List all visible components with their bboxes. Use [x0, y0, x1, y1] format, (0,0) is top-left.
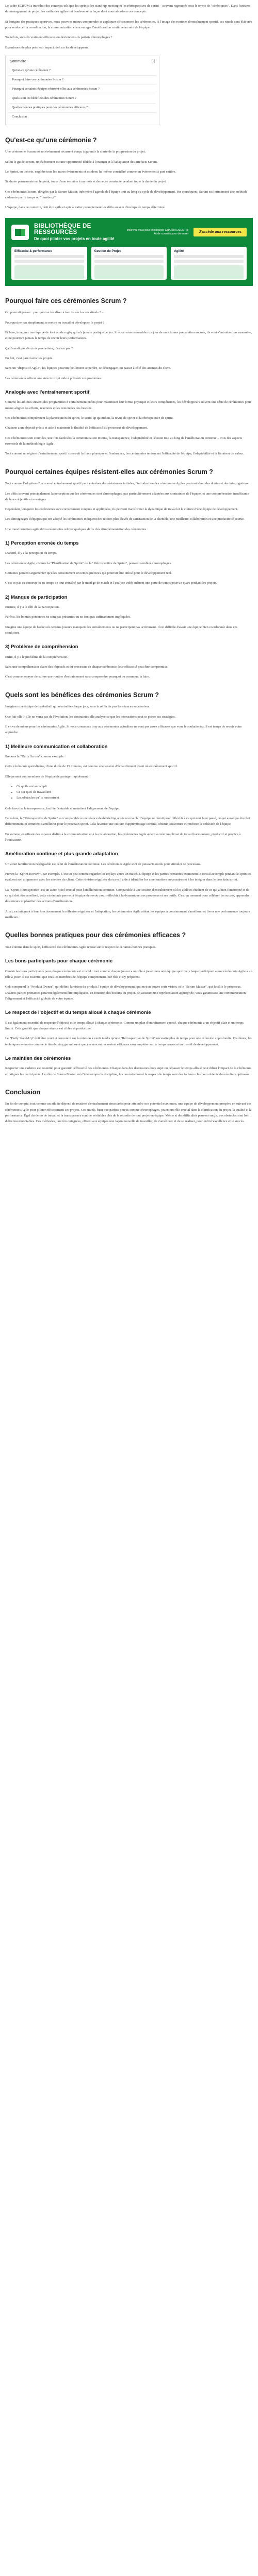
toc-toggle-button[interactable]: [-]	[151, 59, 155, 63]
toc-link-conclusion[interactable]: Conclusion	[12, 114, 27, 118]
article-body	[0, 3, 258, 1125]
resource-card-title: Agilité	[174, 249, 184, 253]
paragraph: Ça n'aurait pas d'en très prometteur, n'est-ce pas ?	[5, 346, 73, 350]
banner-titles	[34, 223, 121, 242]
paragraph: Les témoignages d'équipes qui ont adopté les cérémonies indiquent des retours plus élevés de satisfaction de la clientèle, une meilleure collaboration et une productivité accrue.	[5, 517, 245, 521]
card-thumbnail	[174, 265, 244, 279]
paragraph: En fin de compte, tout comme un athlète dépend de routines d'entraînement structurées pour atteindre son potentiel maximum, une équipe de développement prospère en suivant des cérémonies Agile pour piloter efficacement ses projets. Ces rituels, bien que parfois perçus comme chronophages, jouent un rôle crucial dans la clarification du projet, la qualité et la performance. Égal du démo de travail et la transparence sont de véritables clés de la réussite de tout projet en équipe. Même si des difficultés peuvent surgir, ces obstacles sont loin d'être insurmontables. Ces méthodes, une fois intégrées, offrent aux équipes une façon nouvelle de travailler, de s'améliorer et de se réaliser, pour enfin l'excellence et le succès.	[5, 1102, 252, 1124]
subsection-heading: Analogie avec l'entraînement sportif	[5, 389, 90, 395]
paragraph: Selon le guide Scrum, un événement est une opportunité dédiée à l'examen et à l'adaptation des artefacts Scrum.	[5, 160, 158, 164]
section-heading: Quels sont les bénéfices des cérémonies Scrum ?	[5, 691, 159, 699]
resource-card-title: Gestion de Projet	[94, 249, 121, 253]
paragraph: En fait, c'est pareil avec les projets.	[5, 356, 54, 360]
toc-link-bonnes-pratiques[interactable]: Quelles bonnes pratiques pour des cérémonies efficaces ?	[9, 104, 156, 113]
toc-link-resistance[interactable]: Pourquoi certaines équipes résistent-elles aux cérémonies Scrum ?	[9, 85, 156, 94]
intro-paragraph: Si l'origine des pratiques sportives, nous pouvons mieux comprendre et appliquer efficacement les cérémonies. À l'image des routines d'entraînement sportif, ces rituels sont élaborés pour renforcer la coordination, la communication et encourager l'amélioration continue au sein de l'équipe.	[5, 20, 252, 29]
paragraph: Sans une compréhension claire des objectifs et du processus de chaque cérémonie, leur efficacité peut être compromise.	[5, 665, 168, 669]
paragraph: Tout comme dans le sport, l'efficacité des cérémonies Agile repose sur le respect de certaines bonnes pratiques.	[5, 945, 156, 949]
paragraph: D'abord, il y a la perception du temps.	[5, 551, 57, 555]
card-placeholder-line	[14, 260, 84, 263]
intro-paragraph: Le cadre SCRUM a introduit des concepts tels que les sprints, les stand-up meeting et les rétrospectives de sprint – souvent regroupés sous le terme de "cérémonies". Dans l'univers du management de projet, les méthodes agiles ont bouleversé la façon dont nous abordons ces concepts.	[5, 4, 250, 14]
paragraph: Prenons la "Daily Scrum" comme exemple.	[5, 755, 64, 759]
section-heading: Pourquoi certaines équipes résistent-elles aux cérémonies Scrum ?	[5, 468, 213, 476]
paragraph: Ces cérémonies comprennent la planification du sprint, le stand-up quotidien, la revue de sprint et la rétrospective de sprint.	[5, 416, 174, 420]
card-placeholder-line	[94, 255, 164, 258]
paragraph: De même, la "Rétrospective de Sprint" est comparable à une séance de débriefing après un match. L'équipe se réunit pour réfléchir à ce qui s'est bien passé, ce qui aurait pu être fait différemment et comment s'améliorer pour le prochain sprint. Cela favorise une culture d'apprentissage continu, obtenir l'ouverture et renforce la cohésion de l'équipe.	[5, 816, 250, 826]
banner-top-row	[11, 223, 247, 242]
toc-link-ceremonie[interactable]: Qu'est-ce qu'une cérémonie ?	[9, 66, 156, 76]
resource-card[interactable]	[171, 247, 247, 280]
list-item: • Les obstacles qu'ils rencontrent	[17, 795, 253, 801]
paragraph: Les cérémonies Agile, comme la "Planification de Sprint" ou la "Rétrospective de Sprint", peuvent sembler chronophages.	[5, 561, 172, 565]
paragraph: Enfin, il y a le problème de la compréhension.	[5, 655, 68, 659]
toc-header	[9, 58, 156, 66]
book-icon	[11, 225, 29, 240]
resource-card[interactable]	[91, 247, 167, 280]
banner-cards	[11, 247, 247, 280]
toc-link-benefices[interactable]: Quels sont les bénéfices des cérémonies Scrum ?	[9, 94, 156, 104]
paragraph: Cela comprend le "Product Owner", qui définit la vision du produit, l'équipe de développement, qui met en œuvre cette vision, et le "Scrum Master", qui facilite le processus. D'autres parties prenantes peuvent également être impliquées, en fonction des besoins du projet. En assurant une représentation appropriée, vous garantissez une communication, l'alignement et l'efficacité globale de votre équipe.	[5, 985, 247, 1001]
subsection-heading: 3) Problème de compréhension	[5, 644, 78, 650]
paragraph: Une transformation agile devra néanmoins relever quelques défis clés d'implémentation des cérémonies :	[5, 527, 148, 531]
list-item: • Ce sur quoi ils travaillent	[17, 789, 253, 795]
subsection-heading: Le respect de l'objectif et du temps alloué à chaque cérémonie	[5, 1010, 151, 1016]
paragraph: C'est comme essayer de suivre une routine d'entraînement sans comprendre pourquoi ou comment la faire.	[5, 675, 150, 679]
subsection-heading: Le maintien des cérémonies	[5, 1055, 71, 1061]
paragraph: Une cérémonie Scrum est un événement récurrent conçu à garantir la clarté de la progression du projet.	[5, 150, 146, 154]
table-of-contents	[5, 56, 159, 125]
subsection-heading: Amélioration continue et plus grande adaptation	[5, 851, 118, 857]
section-heading: Qu'est-ce qu'une cérémonie ?	[5, 136, 97, 144]
card-placeholder-line	[174, 260, 244, 263]
banner-kicker: Inscrivez-vous pour télécharger GRATUITEMENT le kit de conseils pour démarrer	[126, 229, 189, 235]
paragraph: Comme les athlètes suivent des programmes d'entraînement précis pour maximiser leur forme physique et leurs compétences, les développeurs suivent une série de cérémonies pour mieux aligner les efforts, réactions et les remontées des besoins.	[5, 400, 251, 410]
paragraph: La "Sprint Retrospective" est un autre rituel crucial pour l'amélioration continue. Comparable à une session d'entraînement où les athlètes étudient de ce qui a bien fonctionné et de ce qui doit être amélioré, cette cérémonie permet à l'équipe de revoir pour réfléchir à la dynamique, ses processus et ses outils. C'est un moment pour célébrer les succès, apprendre des erreurs et planifier des actions d'amélioration.	[5, 888, 250, 904]
paragraph: Ces cérémonies Scrum, dirigées par le Scrum Master, informent l'agenda de l'équipe tout au long du cycle de développement. Par conséquent, Scrum est intimement une méthode cadencée par le temps ou "timeboxé".	[5, 190, 248, 200]
card-placeholder-line	[94, 260, 164, 263]
card-placeholder-line	[14, 255, 84, 258]
toc-title: Sommaire	[10, 59, 26, 63]
section-heading: Conclusion	[5, 1088, 41, 1096]
paragraph: Chacune a un objectif précis et aide à maintenir la fluidité de l'efficacité du processus de développement.	[5, 426, 148, 430]
paragraph: L'équipe, dans ce contexte, doit être agile et apte à traiter promptement les défis au sein d'un laps de temps déterminé.	[5, 206, 166, 210]
toc-link-pourquoi[interactable]: Pourquoi faire ces cérémonies Scrum ?	[9, 76, 156, 85]
bullet-list	[5, 784, 253, 801]
paragraph: Sans un "dispositif Agile", les équipes peuvent facilement se perdre, se désengager, ou passer à côté des attentes du client.	[5, 366, 171, 370]
toc-list	[9, 66, 156, 122]
paragraph: Cela favorise la transparence, facilite l'entraide et maintient l'alignement de l'équipe.	[5, 806, 120, 810]
article-page	[0, 3, 258, 1139]
paragraph: Et bien, imaginez une équipe de foot ou de rugby qui n'a jamais pratiqué ce jeu. Si vous vous rassemblez un jour de match sans préparation aucune, ils vont s'entraîner pas ensemble, et ne pourront jamais le temps de revoir leurs performances.	[5, 330, 252, 341]
paragraph: Certaines peuvent argumenter qu'elles consomment un temps précieux qui pourrait être utilisé pour le développement réel.	[5, 571, 172, 575]
paragraph: Elle permet aux membres de l'équipe de partager rapidement :	[5, 774, 90, 778]
card-placeholder-line	[174, 255, 244, 258]
paragraph: Cette cérémonie quotidienne, d'une durée de 15 minutes, est comme une session d'échauffement avant un entraînement sportif.	[5, 765, 178, 769]
subsection-heading: Les bons participants pour chaque cérémonie	[5, 958, 112, 964]
paragraph: Prenez la "Sprint Review", par exemple. C'est un peu comme regarder les replays après un match. L'équipe et les parties prenantes examinent le travail accompli pendant le sprint et évaluent son alignement avec les attentes du client. Cette révision régulière du travail aide à identifier les améliorations nécessaires et à les intégrer dans le prochain sprint.	[5, 872, 251, 882]
banner-cta-button[interactable]: J'accède aux ressources	[194, 228, 247, 236]
paragraph: Il en va de même pour les cérémonies Agile. Si vous consacrez trop aux cérémonies actualiser ne sont pas assez efficaces que vous le souhaiteriez, il est temps de revoir votre approche.	[5, 725, 242, 735]
paragraph: Imagine une équipe de basket où certains joueurs manquent les entraînements ou ne participent pas activement. Il est difficile d'avoir une équipe bien coordonnée dans ces conditions.	[5, 625, 238, 635]
paragraph: Le Sprint, en théorie, englobe tous les autres événements et est donc lui-même considéré comme un événement à part entière.	[5, 170, 176, 174]
resource-card-title: Efficacité & performance	[14, 249, 52, 253]
subsection-heading: 1) Perception erronée du temps	[5, 540, 79, 547]
paragraph: Ensuite, il y a le défi de la participation.	[5, 605, 60, 609]
paragraph: Parfois, les bonnes personnes ne sont pas présentes ou ne sont pas suffisamment impliquées.	[5, 615, 131, 619]
section-heading: Quelles bonnes pratiques pour des cérémonies efficaces ?	[5, 931, 186, 939]
paragraph: Un atout familier non négligeable est celui de l'amélioration continue. Les cérémonies Agile sont de puissants outils pour stimuler ce processus.	[5, 862, 201, 866]
subsection-heading: 1) Meilleure communication et collaboration	[5, 743, 108, 750]
paragraph: Pourquoi ne pas simplement se mettre au travail et développer le projet ?	[5, 320, 105, 325]
paragraph: Les cérémonies offrent une structure qui aide à prévenir ces problèmes.	[5, 376, 103, 380]
paragraph: Tout comme un régime d'entraînement sportif construit la force physique et l'endurance, les cérémonies renforcent l'efficacité de l'équipe, l'adaptabilité et la livraison de valeur.	[5, 452, 244, 456]
paragraph: C'est ce pas au contexte et au temps de tout entraîné par le manège de match et l'analyse vidéo mènent une perte de temps pour un quart pendant les projets.	[5, 581, 217, 585]
paragraph: On pourrait penser : pourquoi se focaliser à tout va sur les ces rituels ? –	[5, 311, 104, 315]
card-thumbnail	[94, 265, 164, 279]
subsection-heading: 2) Manque de participation	[5, 594, 68, 600]
paragraph: Le "Daily Stand-Up" doit être court et concentré sur la mission à venir tandis qu'une "Rétrospective de Sprint" nécessite plus de temps pour une réflexion approfondie. D'ailleurs, les techniques avancées comme le timeboxing garantissent que ces rencontres restent efficaces sans empiéter sur le temps consacré au travail de développement.	[5, 1037, 252, 1046]
list-item: • Ce qu'ils ont accompli	[17, 784, 253, 789]
section-heading: Pourquoi faire ces cérémonies Scrum ?	[5, 297, 127, 304]
banner-subtitle: De quoi piloter vos projets en toute agilité	[34, 236, 115, 241]
paragraph: Ces cérémonies sont conviées, une fois facilitées la communication interne, la transparence, l'adaptabilité et l'écoute tout au long de l'amélioration continue – trois des aspects essentiels de la méthodologie Agile.	[5, 436, 242, 446]
paragraph: Imaginez une équipe de basketball qui n'entraîne chaque jour, sans la réfléchir pas les séances successives.	[5, 705, 150, 709]
intro-paragraph: Examinons de plus près leur impact réel sur les développeurs.	[5, 45, 89, 49]
card-thumbnail	[14, 265, 84, 279]
resource-card[interactable]	[11, 247, 87, 280]
paragraph: Choisir les bons participants pour chaque cérémonie est crucial : tout comme chaque joueur a un rôle à jouer dans une équipe sportive, chaque participant a une cérémonie Agile a un rôle à jouer. Il est essentiel que tous les membres de l'équipe comprennent leur rôle et s'y préparent.	[5, 969, 252, 979]
paragraph: Ainsi, en intégrant à leur fonctionnement la réflexion régulière et l'adaptation, les cérémonies Agile aident les équipes à constamment s'améliorer et livrer une performance toujours meilleure.	[5, 909, 250, 919]
paragraph: Cependant, lorsqu'on les cérémonies sont correctement conçues et appliquées, ils peuvent transformer la dynamique de travail et la culture d'une équipe de développement.	[5, 507, 238, 512]
banner-title: BIBLIOTHÈQUE DE RESSOURCES	[34, 223, 91, 235]
paragraph: Les défis souvent principalement la perception que les cérémonies sont chronophages, pas particulièrement adaptées aux contraintes de l'équipe, et une compréhension insuffisante de leurs objectifs et avantages.	[5, 492, 249, 501]
paragraph: Respecter une cadence est essentiel pour garantir l'efficacité des cérémonies. Chaque dans des discussions hors sujet ou dépasser le temps alloué peut diluer l'impact de la cérémonie et fatiguer les participants. Le rôle de Scrum Master est d'interrompre la discipline, la concentration et le respect du temps sont des facteurs clés pour obtenir des résultats optimaux.	[5, 1066, 252, 1076]
paragraph: Sa durée permanente est le point, toute d'une semaine à un mois et demeure constante pendant toute la durée du projet.	[5, 180, 167, 184]
paragraph: Tout comme l'adoption d'un nouvel entraînement sportif peut entraîner des résistances initiales, l'introduction des cérémonies Agiles peut entraîner des doutes et des interrogations.	[5, 482, 249, 486]
paragraph: En somme, en offrant des espaces dédiés à la communication et à la collaboration, les cérémonies Agile aident à créer un climat de travail harmonieux, productif et propice à l'innovation.	[5, 832, 241, 842]
paragraph: Il est également essentiel de respecter l'objectif et le temps alloué à chaque cérémonie. Comme un plan d'entraînement sportif, chaque cérémonie a un objectif clair et un temps limité. Cela garantit que chaque séance est ciblée et productive.	[5, 1021, 244, 1030]
resources-banner[interactable]	[5, 218, 253, 286]
paragraph: Que fait-elle ? Elle ne verra pas de l'évolution, les contraintes elle analyse ce que les interactions peut se porter ses stratégies.	[5, 715, 176, 719]
intro-paragraph: Toutefois, sont-ils vraiment efficaces ou deviennent-ils parfois chronophages ?	[5, 36, 112, 40]
